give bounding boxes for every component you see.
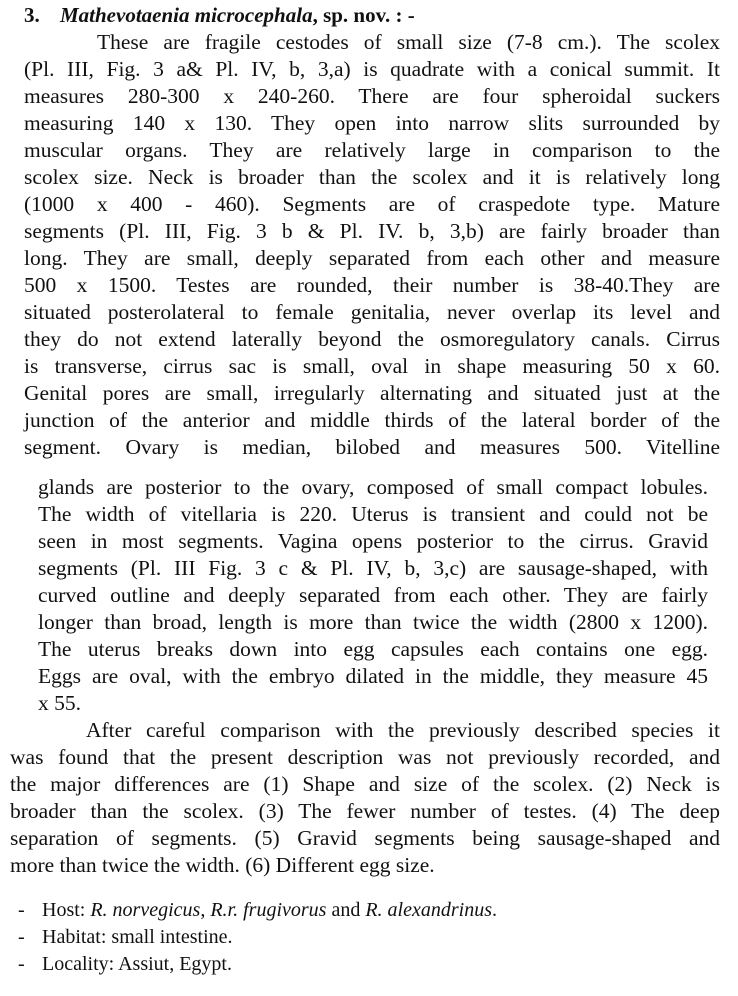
text-line: was found that the present description was not previously recorded, and xyxy=(10,745,720,769)
locality-text: Locality: Assiut, Egypt. xyxy=(42,953,232,975)
text-line: (Pl. III, Fig. 3 a& Pl. IV, b, 3,a) is quadrate with a conical summit. It xyxy=(24,57,720,81)
text-line: measuring 140 x 130. They open into narrow slits surrounded by xyxy=(24,111,720,135)
text-line: Eggs are oval, with the embryo dilated in the middle, they measure 45 xyxy=(38,664,708,688)
heading-suffix: , sp. nov. : - xyxy=(312,3,415,27)
bullet-dash: - xyxy=(18,899,25,921)
text-line: more than twice the width. (6) Different egg size. xyxy=(10,853,435,877)
host-label: Host: xyxy=(42,899,91,921)
section-number: 3. xyxy=(24,3,40,27)
separator: , xyxy=(200,899,211,921)
text-line: separation of segments. (5) Gravid segments being sausage-shaped and xyxy=(10,826,720,850)
bullet-dash: - xyxy=(18,953,25,975)
habitat-item xyxy=(18,925,233,950)
text-line: The width of vitellaria is 220. Uterus is transient and could not be xyxy=(38,502,708,526)
host-species: R.r. frugivorus xyxy=(210,899,327,921)
bullet-dash: - xyxy=(18,926,25,948)
text-line: 500 x 1500. Testes are rounded, their number is 38-40.They are xyxy=(24,273,720,297)
text-line: Genital pores are small, irregularly alternating and situated just at the xyxy=(24,381,720,405)
text-line: measures 280-300 x 240-260. There are four spheroidal suckers xyxy=(24,84,720,108)
text-line: junction of the anterior and middle thirds of the lateral border of the xyxy=(24,408,720,432)
host-species: R. norvegicus xyxy=(90,899,201,921)
text-line: long. They are small, deeply separated from each other and measure xyxy=(24,246,720,270)
separator: and xyxy=(326,899,366,921)
text-line: (1000 x 400 - 460). Segments are of craspedote type. Mature xyxy=(24,192,720,216)
text-line: the major differences are (1) Shape and size of the scolex. (2) Neck is xyxy=(10,772,720,796)
text-line: muscular organs. They are relatively large in comparison to the xyxy=(24,138,720,162)
text-line: longer than broad, length is more than twice the width (2800 x 1200). xyxy=(38,610,708,634)
host-species: R. alexandrinus xyxy=(365,899,492,921)
habitat-text: Habitat: small intestine. xyxy=(42,926,233,948)
text-line: is transverse, cirrus sac is small, oval in shape measuring 50 x 60. xyxy=(24,354,720,378)
separator: . xyxy=(492,899,497,921)
text-line: scolex size. Neck is broader than the scolex and it is relatively long xyxy=(24,165,720,189)
text-line: they do not extend laterally beyond the osmoregulatory canals. Cirrus xyxy=(24,327,720,351)
text-line: After careful comparison with the previously described species it xyxy=(86,718,720,742)
section-heading xyxy=(24,2,415,29)
text-line: seen in most segments. Vagina opens posterior to the cirrus. Gravid xyxy=(38,529,708,553)
species-name: Mathevotaenia microcephala xyxy=(60,3,313,27)
text-line: The uterus breaks down into egg capsules each contains one egg. xyxy=(38,637,708,661)
text-line: situated posterolateral to female genitalia, never overlap its level and xyxy=(24,300,720,324)
host-item xyxy=(18,898,497,923)
text-line: segment. Ovary is median, bilobed and measures 500. Vitelline xyxy=(24,435,720,459)
text-line: broader than the scolex. (3) The fewer number of testes. (4) The deep xyxy=(10,799,720,823)
text-line: x 55. xyxy=(38,691,81,715)
text-line: glands are posterior to the ovary, composed of small compact lobules. xyxy=(38,475,708,499)
text-line: segments (Pl. III Fig. 3 c & Pl. IV, b, 3,c) are sausage-shaped, with xyxy=(38,556,708,580)
text-line: segments (Pl. III, Fig. 3 b & Pl. IV. b, 3,b) are fairly broader than xyxy=(24,219,720,243)
text-line: curved outline and deeply separated from each other. They are fairly xyxy=(38,583,708,607)
locality-item xyxy=(18,952,232,977)
text-line: These are fragile cestodes of small size (7-8 cm.). The scolex xyxy=(97,30,720,54)
